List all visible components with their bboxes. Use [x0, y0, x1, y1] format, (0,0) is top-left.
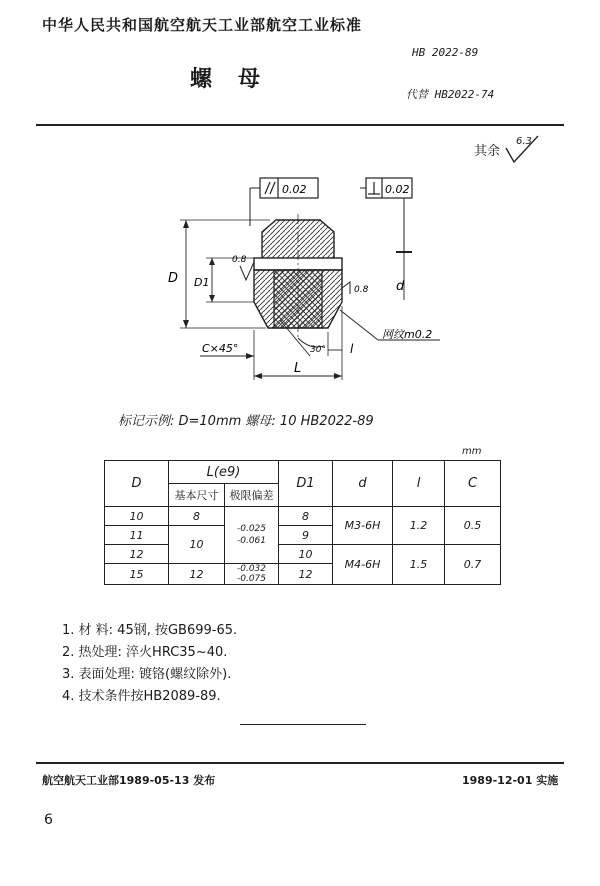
cell-L-tol-2 — [225, 564, 279, 585]
cell-C-2: 0.7 — [445, 545, 501, 585]
cell-C-1: 0.5 — [445, 507, 501, 545]
marking-example: 标记示例: D=10mm 螺母: 10 HB2022-89 — [118, 414, 374, 429]
tol-2-b: -0.075 — [236, 574, 266, 584]
roughness-symbol-icon — [504, 134, 544, 164]
issue-date: 航空航天工业部1989-05-13 发布 — [42, 774, 216, 787]
cell-L-tol-1 — [225, 507, 279, 564]
page-title: 螺母 — [190, 67, 287, 92]
tech-notes — [62, 620, 237, 708]
footer-rule — [36, 762, 564, 764]
cell-D1: 9 — [279, 526, 333, 545]
cell-L-basic: 12 — [169, 564, 225, 585]
cell-d-2: M4-6H — [333, 545, 393, 585]
header-C: C — [445, 461, 501, 507]
header-L-tol: 极限偏差 — [225, 484, 279, 507]
cell-D1: 8 — [279, 507, 333, 526]
header-L-basic: 基本尺寸 — [169, 484, 225, 507]
cell-L-basic: 8 — [169, 507, 225, 526]
note-item: 2. 热处理: 淬火HRC35~40. — [62, 645, 228, 660]
page-number: 6 — [44, 812, 53, 828]
dim-d-label: d — [396, 279, 405, 294]
rough-left-value: 0.8 — [232, 255, 247, 265]
dim-C-label: C×45° — [202, 342, 239, 355]
cell-D: 15 — [105, 564, 169, 585]
cell-D1: 12 — [279, 564, 333, 585]
cell-d-1: M3-6H — [333, 507, 393, 545]
note-item: 4. 技术条件按HB2089-89. — [62, 689, 221, 704]
notes-end-rule — [240, 724, 366, 725]
cell-D: 11 — [105, 526, 169, 545]
tol-2-a: -0.032 — [236, 564, 266, 574]
header-D1: D1 — [279, 461, 333, 507]
nut-drawing — [150, 170, 450, 400]
tol-1-a: -0.025 — [236, 524, 266, 534]
unit-label: mm — [462, 446, 482, 457]
perp-value: 0.02 — [385, 183, 410, 196]
cell-L-basic: 10 — [169, 526, 225, 564]
standard-code: HB 2022-89 — [412, 46, 479, 59]
cell-D1: 10 — [279, 545, 333, 564]
knurl-note: 网纹m0.2 — [382, 328, 433, 341]
roughness-label: 其余 — [474, 144, 501, 159]
cell-l-1: 1.2 — [393, 507, 445, 545]
parallel-value: 0.02 — [282, 183, 307, 196]
parallel-tolerance-frame — [260, 178, 318, 198]
dim-D-label: D — [168, 271, 179, 286]
roughness-value: 6.3 — [516, 136, 532, 147]
header-L-group: L(e9) — [169, 461, 279, 484]
header-rule — [36, 124, 564, 126]
note-item: 3. 表面处理: 镀铬(螺纹除外). — [62, 667, 232, 682]
header-D: D — [105, 461, 169, 507]
cell-l-2: 1.5 — [393, 545, 445, 585]
dim-l-label: l — [350, 342, 354, 356]
dim-D1-label: D1 — [194, 276, 210, 289]
rough-right-value: 0.8 — [354, 285, 369, 295]
replaces-code: 代替 HB2022-74 — [406, 88, 495, 101]
header-d: d — [333, 461, 393, 507]
cell-D: 10 — [105, 507, 169, 526]
dim-L-label: L — [294, 361, 302, 376]
note-item: 1. 材 料: 45钢, 按GB699-65. — [62, 623, 238, 638]
tol-1-b: -0.061 — [236, 536, 266, 546]
cell-D: 12 — [105, 545, 169, 564]
angle-label: 30° — [310, 345, 326, 355]
perpendicular-tolerance-frame — [366, 178, 412, 198]
header-l: l — [393, 461, 445, 507]
spec-table — [104, 460, 501, 585]
effective-date: 1989-12-01 实施 — [462, 774, 559, 787]
standard-org: 中华人民共和国航空航天工业部航空工业标准 — [42, 16, 363, 34]
